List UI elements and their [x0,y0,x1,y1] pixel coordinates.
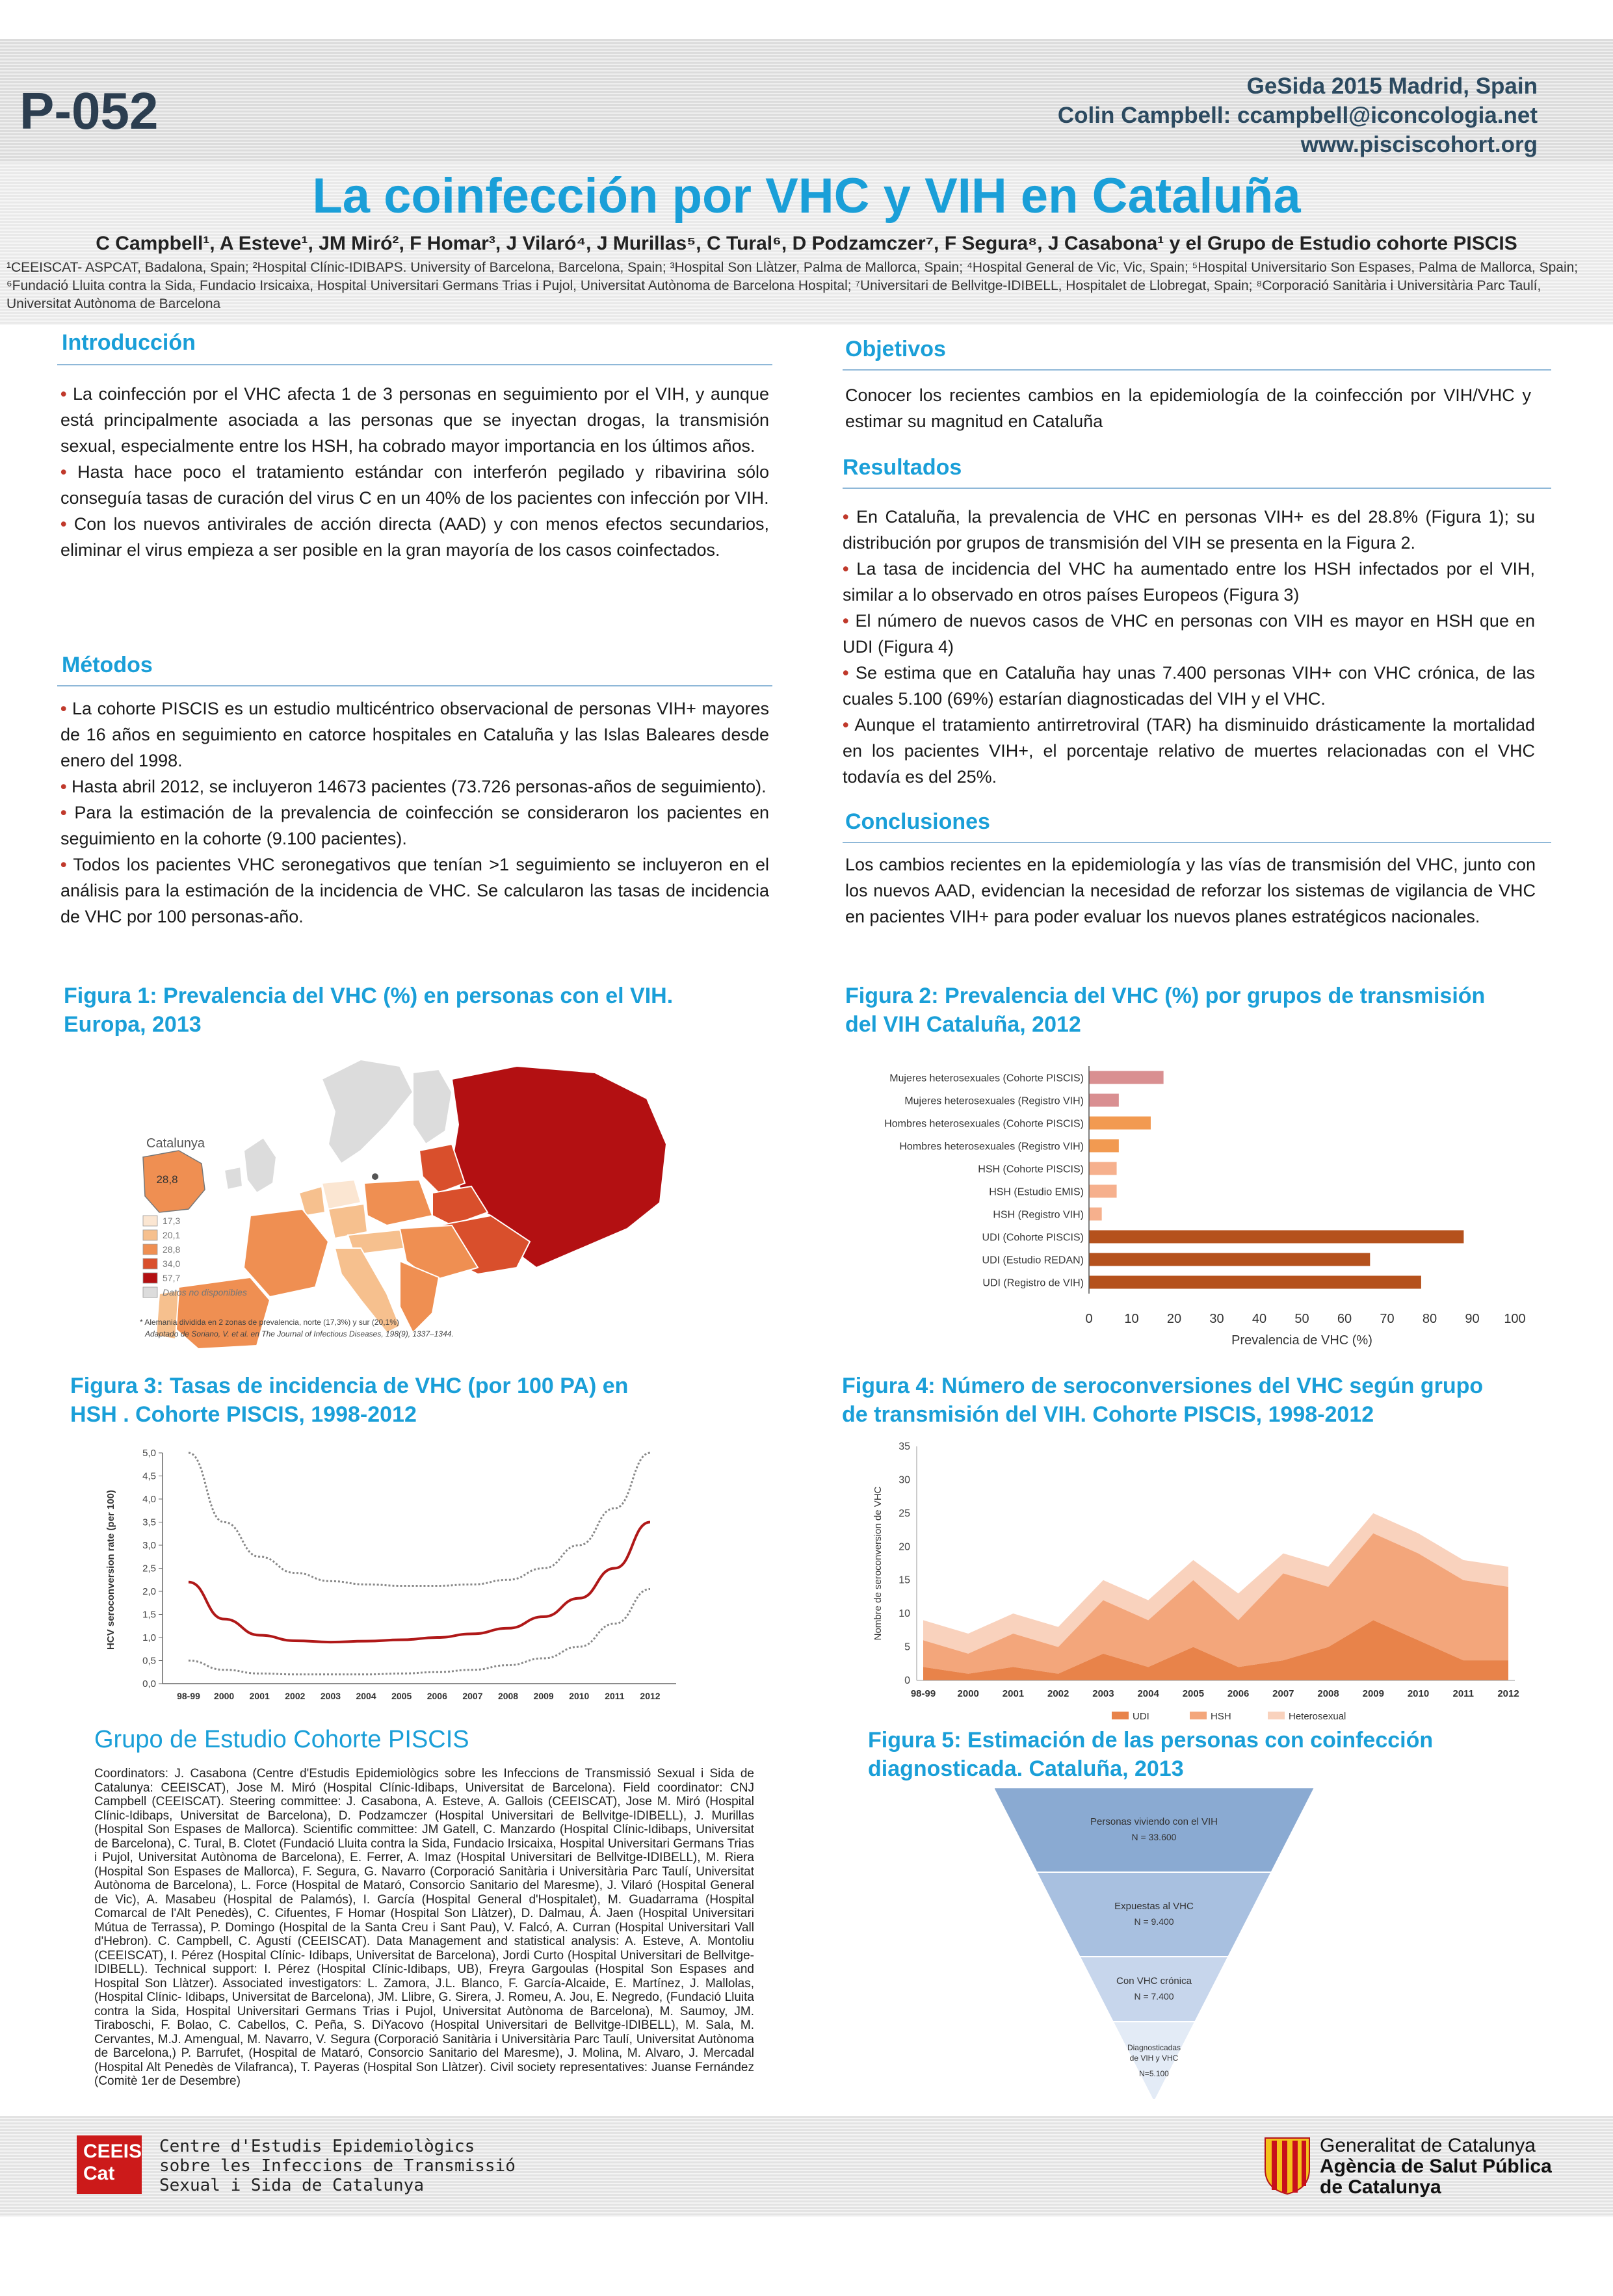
fig4-y-tick-label: 10 [898,1608,910,1620]
fig3-y-tick-label: 2,0 [142,1586,156,1597]
resultados-body [843,504,1535,790]
fig3-series-lower [189,1589,650,1674]
grupo-heading: Grupo de Estudio Cohorte PISCIS [94,1726,469,1753]
fig5-level-label: Personas viviendo con el VIH [1090,1816,1218,1827]
bullet-icon: • [60,514,67,534]
fig3-y-tick-label: 4,0 [142,1494,156,1505]
fig5-level-label: de VIH y VHC [1129,2054,1179,2063]
contact-email[interactable]: Colin Campbell: ccampbell@iconcologia.net [1057,103,1538,128]
generalitat-shield-icon [1261,2135,1313,2195]
map-ireland [224,1167,243,1190]
metodos-bullet-4: • Todos los pacientes VHC seronegativos que tenían >1 seguimiento se incluyeron en el análisis para la estimación de la incidencia de VHC. Se calcularon las tasas de incidencia de VHC por 100 personas-año. [60,855,770,926]
bullet-icon: • [60,384,67,404]
fig4-title-line2: de transmisión del VIH. Cohorte PISCIS, 1998-2012 [842,1402,1374,1427]
fig2-x-tick-label: 30 [1209,1312,1224,1326]
fig3-y-tick-label: 4,5 [142,1470,156,1482]
poster-title: La coinfección por VHC y VIH en Cataluña [312,168,1301,224]
bullet-icon: • [60,699,67,718]
fig3-x-tick-label: 2000 [214,1691,235,1701]
legend-swatch [143,1259,157,1269]
fig3-title [70,1372,628,1429]
legend-swatch [143,1230,157,1240]
fig5-title-line1: Figura 5: Estimación de las personas con coinfección [868,1728,1434,1753]
fig2-x-tick-label: 50 [1294,1312,1309,1326]
map-scandinavia [322,1060,413,1164]
fig3-series-upper [189,1453,650,1585]
fig3-x-tick-label: 2001 [249,1691,270,1701]
fig4-title-line1: Figura 4: Número de seroconversiones del VHC según grupo [842,1374,1484,1398]
fig3-x-tick-label: 2004 [356,1691,376,1701]
bullet-icon: • [60,462,67,482]
website-link[interactable]: www.pisciscohort.org [1300,132,1538,157]
fig2-category-label: UDI (Cohorte PISCIS) [982,1232,1084,1244]
map-star-marker [372,1173,378,1180]
fig3-title-line2: HSH . Cohorte PISCIS, 1998-2012 [70,1402,417,1427]
fig4-y-tick-label: 15 [898,1574,910,1586]
fig5-level-value: N = 33.600 [1131,1832,1177,1842]
fig4-legend-swatch [1190,1712,1207,1719]
resultados-bullet-3: • El número de nuevos casos de VHC en personas con VIH es mayor en HSH que en UDI (Figura 4) [843,611,1535,657]
introduccion-heading: Introducción [62,330,196,355]
generalitat-line3: de Catalunya [1320,2176,1441,2198]
fig2-bar [1089,1231,1463,1244]
legend-label: 57,7 [163,1273,181,1283]
fig3-y-tick-label: 3,5 [142,1517,156,1528]
fig5-level-label: Con VHC crónica [1116,1976,1192,1987]
fig3-line-chart [91,1440,689,1713]
metodos-bullet-2: • Hasta abril 2012, se incluyeron 14673 pacientes (73.726 personas-años de seguimiento). [60,777,767,796]
metodos-heading: Métodos [62,653,153,677]
fig2-x-tick-label: 60 [1337,1312,1352,1326]
fig2-x-tick-label: 70 [1380,1312,1395,1326]
fig3-x-tick-label: 2006 [426,1691,447,1701]
poster-id: P-052 [20,82,159,140]
legend-swatch [143,1216,157,1226]
fig3-y-tick-label: 2,5 [142,1563,156,1574]
fig4-x-tick-label: 2006 [1227,1688,1250,1699]
fig2-title-line1: Figura 2: Prevalencia del VHC (%) por grupos de transmisión [845,984,1486,1008]
fig3-series-estimate [189,1522,650,1643]
legend-label: 17,3 [163,1216,181,1226]
bullet-icon: • [843,507,849,527]
conclusiones-heading: Conclusiones [845,809,990,834]
fig2-category-label: HSH (Registro VIH) [993,1209,1084,1221]
grupo-text: Coordinators: J. Casabona (Centre d'Estudis Epidemiològics sobre les Infeccions de Transmissió Sexual i Sida de Catalunya: CEEISCAT), Jose M. Miró (Hospital Clínic-Idibaps, Universitat de Barcelona). Field coordinator: CNJ Campbell (CEEISCAT). Steering committee: J. Casabona, A. Esteve, A. Gallois (CEEISCAT), Jose M. Miró (Hospital Clínic-Idibaps, Universitat de Barcelona), D. Podzamczer (Hospital Universitari de Bellvitge-IDIBELL), J. Murillas (Hospital Son Espases de Mallorca). Scientific committee: JM Gatell, C. Manzardo (Hospital Clínic-Idibaps, Universitat de Barcelona), C. Tural, B. Clotet (Fundació Lluita contra la Sida, Fundacio Irsicaixa, Hospital Universitari Germans Trias i Pujol, Universitat Autònoma de Barcelona), E. Ferrer, A. Imaz (Hospital Universitari de Bellvitge-IDIBELL), M. Riera (Hospital Son Espases de Mallorca), F. Segura, G. Navarro (Corporació Sanitària i Universitària Parc Taulí, Universitat Autònoma de Barcelona), L. Force (Hospital de Mataró, Consorcio Sanitario del Maresme), J. Vilaró (Hospital General de Vic), A. Masabeu (Hospital de Palamós), I. García (Hospital General d'Hospitalet), M. Guadarrama (Hospital Comarcal de l'Alt Penedès), C. Cifuentes, F Homar (Hospital Son Llàtzer), D. Dalmau, À. Jaen (Hospital Universitari Mútua de Terrassa), P. Domingo (Hospital de la Santa Creu i Sant Pau), V. Falcó, A. Curran (Hospital Universitari Vall d'Hebron). C. Campbell, C. Agustí (CEEISCAT). Data Management and statistical analysis: A. Esteve, A. Montoliu (CEEISCAT), I. Pérez (Hospital Clínic- Idibaps, Universitat de Barcelona), Jordi Curto (Hospital Universitari de Bellvitge-IDIBELL). Technical support: I. Pérez (Hospital Clínic-Idibaps, UB), Freyra Gargoulas (Hospital Son Espases and Hospital Son Llàtzer). Associated investigators: L. Zamora, J.L. Blanco, F. García-Alcaide, E. Martínez, J. Mallolas, (Hospital Clínic- Idibaps, Universitat de Barcelona), JM. Llibre, G. Sirera, J. Romeu, A. Jou, E. Negredo, (Fundació Lluita contra la Sida, Hospital Universitari Germans Trias i Pujol, Universitat Autònoma de Barcelona), M. Saumoy, JM. Tiraboschi, F. Bolao, C. Cabellos, C. Peña, S. DiYacovo (Hospital Universitari de Bellvitge-IDIBELL), M. Sala, M. Cervantes, M.J. Amengual, M. Navarro, V. Segura (Corporació Sanitària i Universitària Parc Taulí, Universitat Autònoma de Barcelona,) P. Barrufet, (Hospital de Mataró, Consorcio Sanitario del Maresme), J. Molina, M. Alvaro, J. Mercadal (Hospital Alt Penedès de Vilafranca), T. Payeras (Hospital Son Llàtzer). Civil society representatives: Juanse Fernández (Comitè 1er de Desembre) [94,1767,754,2088]
fig5-level-label: Diagnosticadas [1127,2043,1181,2052]
fig4-x-tick-label: 98-99 [910,1688,936,1699]
fig5-level [995,1788,1315,1872]
fig1-europe-map [127,1053,673,1352]
fig2-category-label: HSH (Cohorte PISCIS) [978,1164,1084,1175]
objetivos-heading: Objetivos [845,337,946,361]
fig4-y-tick-label: 30 [898,1474,910,1486]
bullet-icon: • [60,855,67,874]
fig4-y-tick-label: 5 [904,1641,910,1653]
fig4-x-tick-label: 2009 [1362,1688,1384,1699]
fig2-x-tick-label: 100 [1504,1312,1526,1326]
conclusiones-rule [843,842,1551,843]
bullet-icon: • [843,559,849,579]
metodos-rule [57,685,772,686]
conclusiones-body: Los cambios recientes en la epidemiología y las vías de transmisión del VHC, junto con los nuevos AAD, evidencian la necesidad de reforzar los sistemas de vigilancia de VHC en pacientes VIH+ para poder evaluar los nuevos planes estratégicos nacionales. [845,855,1536,926]
fig5-level [1080,1957,1229,2022]
legend-label: 20,1 [163,1230,181,1240]
legend-swatch [143,1287,157,1298]
introduccion-rule [57,364,772,365]
fig2-bar [1089,1253,1370,1266]
fig2-title-line2: del VIH Cataluña, 2012 [845,1012,1081,1037]
legend-swatch [143,1244,157,1255]
bullet-icon: • [60,777,67,796]
fig4-x-tick-label: 2011 [1452,1688,1475,1699]
fig3-x-tick-label: 2011 [605,1691,625,1701]
ceeis-logo-text-2: Cat [83,2163,115,2184]
fig2-bar-chart [839,1060,1554,1359]
fig4-legend-label: UDI [1133,1711,1149,1722]
introduccion-bullet-1: • La coinfección por el VHC afecta 1 de 3 personas en seguimiento por el VIH, y aunque está principalmente asociada a las personas que se inyectan drogas, la transmisión sexual, especialmente entre los HSH, ha cobrado mayor importancia en los últimos años. [60,384,769,456]
fig2-x-tick-label: 20 [1166,1312,1182,1326]
fig2-category-label: Mujeres heterosexuales (Registro VIH) [904,1095,1084,1107]
ceeis-name-line2: sobre les Infeccions de Transmissió [159,2156,516,2176]
fig5-level-value: N = 7.400 [1134,1991,1174,2002]
fig4-x-tick-label: 2001 [1002,1688,1025,1699]
fig3-y-tick-label: 5,0 [142,1448,156,1459]
fig4-title [842,1372,1483,1429]
fig3-x-tick-label: 2008 [497,1691,519,1701]
legend-label: Datos no disponibles [163,1287,247,1298]
resultados-heading: Resultados [843,455,962,480]
fig2-bar [1089,1140,1119,1153]
resultados-bullet-1: • En Cataluña, la prevalencia de VHC en personas VIH+ es del 28.8% (Figura 1); su distribución por grupos de transmisión del VIH se presenta en la Figura 2. [843,507,1535,553]
fig2-x-tick-label: 40 [1252,1312,1267,1326]
fig4-y-tick-label: 25 [898,1507,910,1519]
fig4-legend-swatch [1268,1712,1285,1719]
ceeis-logo-text-1: CEEIS [83,2141,142,2162]
fig3-x-tick-label: 2003 [320,1691,341,1701]
fig4-legend-label: Heterosexual [1289,1711,1346,1722]
ceeis-logo [77,2135,142,2194]
fig2-bar [1089,1208,1102,1221]
fig3-x-tick-label: 98-99 [177,1691,200,1701]
fig4-x-tick-label: 2002 [1047,1688,1069,1699]
fig3-y-axis-label: HCV seroconversion rate (per 100) [105,1490,116,1650]
fig4-x-tick-label: 2005 [1182,1688,1205,1699]
fig4-x-tick-label: 2003 [1092,1688,1114,1699]
affiliations: ¹CEEISCAT- ASPCAT, Badalona, Spain; ²Hospital Clínic-IDIBAPS. University of Barcelona, Barcelona, Spain; ³Hospital Son Llàtzer, Palma de Mallorca, Spain; ⁴Hospital General de Vic, Vic, Spain; ⁵Hospital Universitario Son Espases, Palma de Mallorca, Spain; ⁶Fundació Lluita contra la Sida, Fundacio Irsicaixa, Hospital Universitari Germans Trias i Pujol, Universitat Autònoma de Barcelona Hospital; ⁷Universitari de Bellvitge-IDIBELL, Hospitalet de Llobregat, Spain; ⁸Corporació Sanitària i Universitària Parc Taulí, Universitat Autònoma de Barcelona [7,260,1579,311]
legend-label: 34,0 [163,1259,181,1269]
legend-swatch [143,1273,157,1283]
fig4-x-tick-label: 2012 [1497,1688,1519,1699]
fig2-category-label: Mujeres heterosexuales (Cohorte PISCIS) [889,1073,1084,1084]
fig5-level-label: Expuestas al VHC [1114,1901,1194,1912]
fig4-y-tick-label: 35 [898,1441,910,1452]
fig4-y-tick-label: 0 [904,1675,910,1686]
fig3-x-tick-label: 2009 [533,1691,554,1701]
ceeis-name-line3: Sexual i Sida de Catalunya [159,2176,424,2195]
fig1-title [64,982,673,1039]
fig2-bar [1089,1071,1164,1084]
metodos-bullet-3: • Para la estimación de la prevalencia de coinfección se consideraron los pacientes en seguimiento en la cohorte (9.100 pacientes). [60,803,769,848]
fig4-x-tick-label: 2004 [1137,1688,1159,1699]
bullet-icon: • [843,611,849,631]
introduccion-body [60,381,769,563]
fig5-title [868,1726,1433,1783]
fig2-category-label: HSH (Estudio EMIS) [989,1186,1084,1198]
map-uk [244,1138,276,1193]
map-finland [413,1069,452,1144]
legend-label: 28,8 [163,1244,181,1255]
fig3-y-tick-label: 3,0 [142,1540,156,1551]
fig2-x-tick-label: 0 [1085,1312,1093,1326]
fig2-title [845,982,1485,1039]
fig4-x-tick-label: 2000 [957,1688,979,1699]
fig2-bar [1089,1094,1119,1107]
fig4-x-tick-label: 2007 [1272,1688,1294,1699]
fig2-category-label: Hombres heterosexuales (Registro VIH) [899,1141,1084,1153]
fig3-x-tick-label: 2012 [640,1691,661,1701]
resultados-bullet-2: • La tasa de incidencia del VHC ha aumentado entre los HSH infectados por el VIH, similar a lo observado en otros países Europeos (Figura 3) [843,559,1535,605]
fig3-title-line1: Figura 3: Tasas de incidencia de VHC (por 100 PA) en [70,1374,629,1398]
fig1-title-line1: Figura 1: Prevalencia del VHC (%) en personas con el VIH. [64,984,674,1008]
fig1-footnote-2: Adaptado de Soriano, V. et al. en The Journal of Infectious Diseases, 198(9), 1337–1344. [145,1329,454,1338]
fig1-footnote-1: * Alemania dividida en 2 zonas de prevalencia, norte (17,3%) y sur (20,1%) [140,1318,399,1327]
bullet-icon: • [843,663,849,683]
fig2-x-tick-label: 10 [1124,1312,1139,1326]
generalitat-line2: Agència de Salut Pública [1320,2156,1552,2177]
fig5-level-value: N=5.100 [1139,2069,1169,2078]
ceeis-name [159,2137,516,2195]
fig4-legend-label: HSH [1211,1711,1231,1722]
generalitat-line1: Generalitat de Catalunya [1320,2135,1536,2156]
objetivos-rule [843,369,1551,371]
fig2-bar [1089,1185,1117,1198]
fig5-level-value: N = 9.400 [1134,1916,1174,1927]
introduccion-bullet-3: • Con los nuevos antivirales de acción directa (AAD) y con menos efectos secundarios, eliminar el virus empieza a ser posible en la gran mayoría de los casos coinfectados. [60,514,769,560]
fig2-bar [1089,1117,1151,1130]
fig3-y-tick-label: 0,5 [142,1655,156,1667]
map-poland [364,1180,432,1225]
resultados-bullet-5: • Aunque el tratamiento antirretroviral (TAR) ha disminuido drásticamente la mortalidad en los pacientes VIH+, el porcentaje relativo de muertes relacionadas con el VHC todavía es del 25%. [843,715,1535,787]
fig2-category-label: UDI (Estudio REDAN) [982,1255,1084,1266]
fig5-title-line2: diagnosticada. Cataluña, 2013 [868,1756,1184,1781]
objetivos-body: Conocer los recientes cambios en la epidemiología de la coinfección por VIH/VHC y estimar su magnitud en Cataluña [845,385,1531,431]
fig3-y-tick-label: 1,5 [142,1609,156,1621]
fig2-bar [1089,1162,1117,1175]
fig4-x-tick-label: 2010 [1407,1688,1430,1699]
catalunya-label: Catalunya [146,1136,205,1151]
fig3-y-tick-label: 0,0 [142,1678,156,1689]
fig4-area-chart [865,1433,1534,1732]
fig4-y-tick-label: 20 [898,1541,910,1553]
conference-label: GeSida 2015 Madrid, Spain [1246,73,1538,99]
metodos-bullet-1: • La cohorte PISCIS es un estudio multicéntrico observacional de personas VIH+ mayores de 16 años en seguimiento en catorce hospitales en Cataluña y las Islas Baleares desde enero del 1998. [60,699,769,770]
bullet-icon: • [843,715,849,735]
catalunya-value: 28,8 [156,1173,178,1186]
fig2-x-tick-label: 80 [1422,1312,1437,1326]
fig2-x-axis-label: Prevalencia de VHC (%) [1231,1333,1372,1348]
bullet-icon: • [60,803,67,822]
fig3-x-tick-label: 2010 [569,1691,590,1701]
fig5-level [1036,1872,1271,1957]
fig3-x-tick-label: 2002 [285,1691,306,1701]
resultados-bullet-4: • Se estima que en Cataluña hay unas 7.400 personas VIH+ con VHC crónica, de las cuales 5.100 (69%) estarían diagnosticadas del VIH y el VHC. [843,663,1535,709]
introduccion-bullet-2: • Hasta hace poco el tratamiento estándar con interferón pegilado y ribavirina sólo conseguía tasas de curación del virus C en un 40% de los pacientes con infección por VIH. [60,462,769,508]
fig2-x-tick-label: 90 [1465,1312,1480,1326]
fig1-title-line2: Europa, 2013 [64,1012,202,1037]
generalitat-name [1320,2135,1552,2198]
authors-line: C Campbell¹, A Esteve¹, JM Miró², F Homar³, J Vilaró⁴, J Murillas⁵, C Tural⁶, D Podzamczer⁷, F Segura⁸, J Casabona¹ y el Grupo de Estudio cohorte PISCIS [96,233,1517,254]
fig4-legend-swatch [1112,1712,1129,1719]
resultados-rule [843,488,1551,489]
fig3-x-tick-label: 2005 [391,1691,412,1701]
metodos-body [60,696,769,930]
fig4-y-axis-label: Nombre de seroconversion de VHC [872,1486,884,1641]
fig3-y-tick-label: 1,0 [142,1632,156,1643]
fig3-x-tick-label: 2007 [462,1691,483,1701]
fig5-funnel [995,1788,1320,2106]
ceeis-name-line1: Centre d'Estudis Epidemiològics [159,2137,475,2156]
fig2-bar [1089,1276,1421,1289]
fig2-category-label: UDI (Registro de VIH) [982,1277,1084,1289]
fig4-x-tick-label: 2008 [1317,1688,1339,1699]
fig2-category-label: Hombres heterosexuales (Cohorte PISCIS) [884,1118,1084,1130]
